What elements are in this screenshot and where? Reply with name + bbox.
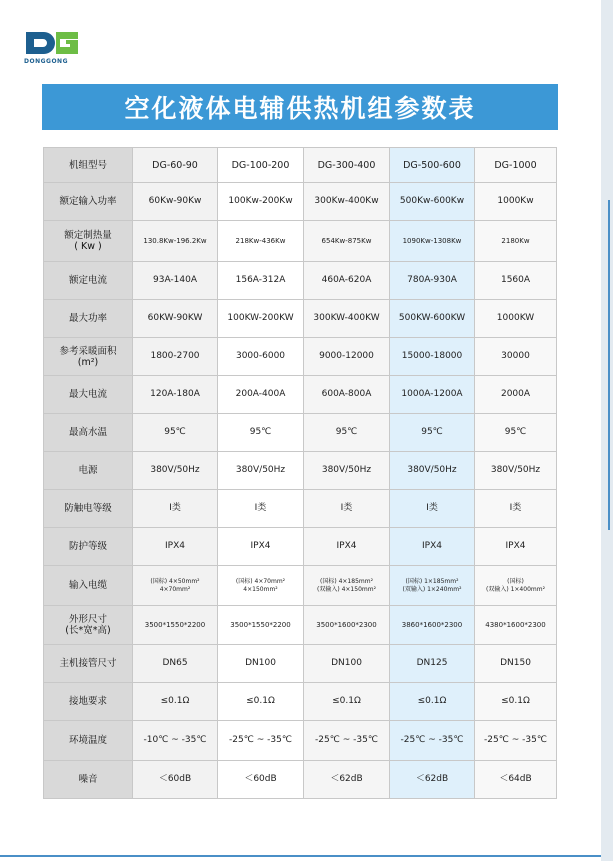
table-cell: 460A-620A [304, 262, 390, 300]
row-label: 额定制热量 ( Kw ) [44, 221, 133, 262]
table-cell: 95℃ [475, 414, 557, 452]
table-cell: IPX4 [304, 528, 390, 566]
table-cell: 130.8Kw-196.2Kw [133, 221, 218, 262]
table-cell: 2180Kw [475, 221, 557, 262]
table-cell: 380V/50Hz [304, 452, 390, 490]
table-cell: IPX4 [133, 528, 218, 566]
table-cell: ＜60dB [133, 761, 218, 799]
logo-wordmark: DONGGONG [24, 58, 68, 65]
table-row [44, 683, 557, 721]
table-cell: 380V/50Hz [390, 452, 475, 490]
table-cell: -25℃ ~ -35℃ [390, 721, 475, 761]
row-label: 输入电缆 [44, 566, 133, 606]
table-cell: (国标) 4×70mm² 4×150mm² [218, 566, 304, 606]
table-cell: DN100 [218, 645, 304, 683]
table-row [44, 183, 557, 221]
table-cell: IPX4 [475, 528, 557, 566]
table-cell: (国标) 4×185mm² (双输入) 4×150mm² [304, 566, 390, 606]
table-cell: (国标) 4×50mm² 4×70mm² [133, 566, 218, 606]
row-label: 外形尺寸 (长*宽*高) [44, 606, 133, 645]
table-row [44, 452, 557, 490]
row-label: 防触电等级 [44, 490, 133, 528]
table-cell: 15000-18000 [390, 338, 475, 376]
model-header-cell: DG-500-600 [390, 148, 475, 183]
table-cell: 300KW-400KW [304, 300, 390, 338]
model-header-cell: DG-300-400 [304, 148, 390, 183]
table-cell: DN100 [304, 645, 390, 683]
table-cell: 380V/50Hz [218, 452, 304, 490]
table-cell: (国标) 1×185mm² (双输入) 1×240mm² [390, 566, 475, 606]
table-cell: 9000-12000 [304, 338, 390, 376]
table-cell: 1090Kw-1308Kw [390, 221, 475, 262]
table-cell: 200A-400A [218, 376, 304, 414]
table-cell: 3500*1550*2200 [218, 606, 304, 645]
model-header-cell: DG-1000 [475, 148, 557, 183]
row-label: 环境温度 [44, 721, 133, 761]
page-title: 空化液体电辅供热机组参数表 [42, 84, 558, 130]
row-label: 额定电流 [44, 262, 133, 300]
row-label: 机组型号 [44, 148, 133, 183]
table-cell: IPX4 [390, 528, 475, 566]
row-label: 噪音 [44, 761, 133, 799]
table-row [44, 761, 557, 799]
table-cell: 500Kw-600Kw [390, 183, 475, 221]
table-cell: 1000KW [475, 300, 557, 338]
table-cell: 780A-930A [390, 262, 475, 300]
table-cell: Ⅰ类 [218, 490, 304, 528]
table-cell: 380V/50Hz [475, 452, 557, 490]
table-row [44, 490, 557, 528]
table-cell: DN150 [475, 645, 557, 683]
table-cell: 95℃ [390, 414, 475, 452]
table-cell: 600A-800A [304, 376, 390, 414]
table-cell: 3500*1550*2200 [133, 606, 218, 645]
table-cell: 95℃ [304, 414, 390, 452]
model-header-cell: DG-100-200 [218, 148, 304, 183]
table-cell: ≤0.1Ω [133, 683, 218, 721]
table-cell: DN125 [390, 645, 475, 683]
table-cell: -10℃ ~ -35℃ [133, 721, 218, 761]
table-cell: -25℃ ~ -35℃ [218, 721, 304, 761]
row-label: 额定输入功率 [44, 183, 133, 221]
table-cell: 1800-2700 [133, 338, 218, 376]
spec-table-wrapper [43, 147, 557, 799]
table-cell: Ⅰ类 [390, 490, 475, 528]
table-cell: 30000 [475, 338, 557, 376]
spec-table [43, 147, 557, 799]
table-cell: Ⅰ类 [304, 490, 390, 528]
table-cell: ＜62dB [390, 761, 475, 799]
page-edge [601, 0, 613, 861]
table-cell: Ⅰ类 [133, 490, 218, 528]
row-label: 防护等级 [44, 528, 133, 566]
table-cell: Ⅰ类 [475, 490, 557, 528]
table-cell: ＜60dB [218, 761, 304, 799]
table-cell: 95℃ [218, 414, 304, 452]
table-cell: 3500*1600*2300 [304, 606, 390, 645]
table-cell: ≤0.1Ω [390, 683, 475, 721]
table-cell: IPX4 [218, 528, 304, 566]
table-row [44, 721, 557, 761]
table-row [44, 414, 557, 452]
table-row [44, 262, 557, 300]
row-label: 主机接管尺寸 [44, 645, 133, 683]
table-row [44, 606, 557, 645]
table-row [44, 221, 557, 262]
table-cell: 100Kw-200Kw [218, 183, 304, 221]
table-cell: 500KW-600KW [390, 300, 475, 338]
table-cell: 60Kw-90Kw [133, 183, 218, 221]
table-cell: 3000-6000 [218, 338, 304, 376]
row-label: 最大电流 [44, 376, 133, 414]
table-cell: 3860*1600*2300 [390, 606, 475, 645]
table-cell: ＜62dB [304, 761, 390, 799]
table-cell: 218Kw-436Kw [218, 221, 304, 262]
table-row [44, 148, 557, 183]
table-cell: ≤0.1Ω [218, 683, 304, 721]
table-cell: 1000Kw [475, 183, 557, 221]
table-cell: 100KW-200KW [218, 300, 304, 338]
table-cell: 1560A [475, 262, 557, 300]
table-cell: 156A-312A [218, 262, 304, 300]
dg-logo-icon [26, 28, 78, 58]
table-row [44, 645, 557, 683]
table-cell: (国标) (双输入) 1×400mm² [475, 566, 557, 606]
model-header-cell: DG-60-90 [133, 148, 218, 183]
row-label: 参考采暖面积 (m²) [44, 338, 133, 376]
table-row [44, 566, 557, 606]
row-label: 最高水温 [44, 414, 133, 452]
table-cell: DN65 [133, 645, 218, 683]
table-row [44, 528, 557, 566]
row-label: 电源 [44, 452, 133, 490]
table-cell: 380V/50Hz [133, 452, 218, 490]
table-cell: 4380*1600*2300 [475, 606, 557, 645]
table-cell: ＜64dB [475, 761, 557, 799]
table-cell: 654Kw-875Kw [304, 221, 390, 262]
table-cell: 1000A-1200A [390, 376, 475, 414]
table-cell: ≤0.1Ω [475, 683, 557, 721]
table-row [44, 376, 557, 414]
bottom-rule [0, 855, 601, 857]
table-cell: 2000A [475, 376, 557, 414]
table-cell: ≤0.1Ω [304, 683, 390, 721]
table-cell: -25℃ ~ -35℃ [304, 721, 390, 761]
table-cell: 120A-180A [133, 376, 218, 414]
row-label: 接地要求 [44, 683, 133, 721]
row-label: 最大功率 [44, 300, 133, 338]
table-row [44, 300, 557, 338]
table-cell: 95℃ [133, 414, 218, 452]
table-row [44, 338, 557, 376]
table-cell: 60KW-90KW [133, 300, 218, 338]
table-cell: 300Kw-400Kw [304, 183, 390, 221]
table-cell: 93A-140A [133, 262, 218, 300]
table-cell: -25℃ ~ -35℃ [475, 721, 557, 761]
